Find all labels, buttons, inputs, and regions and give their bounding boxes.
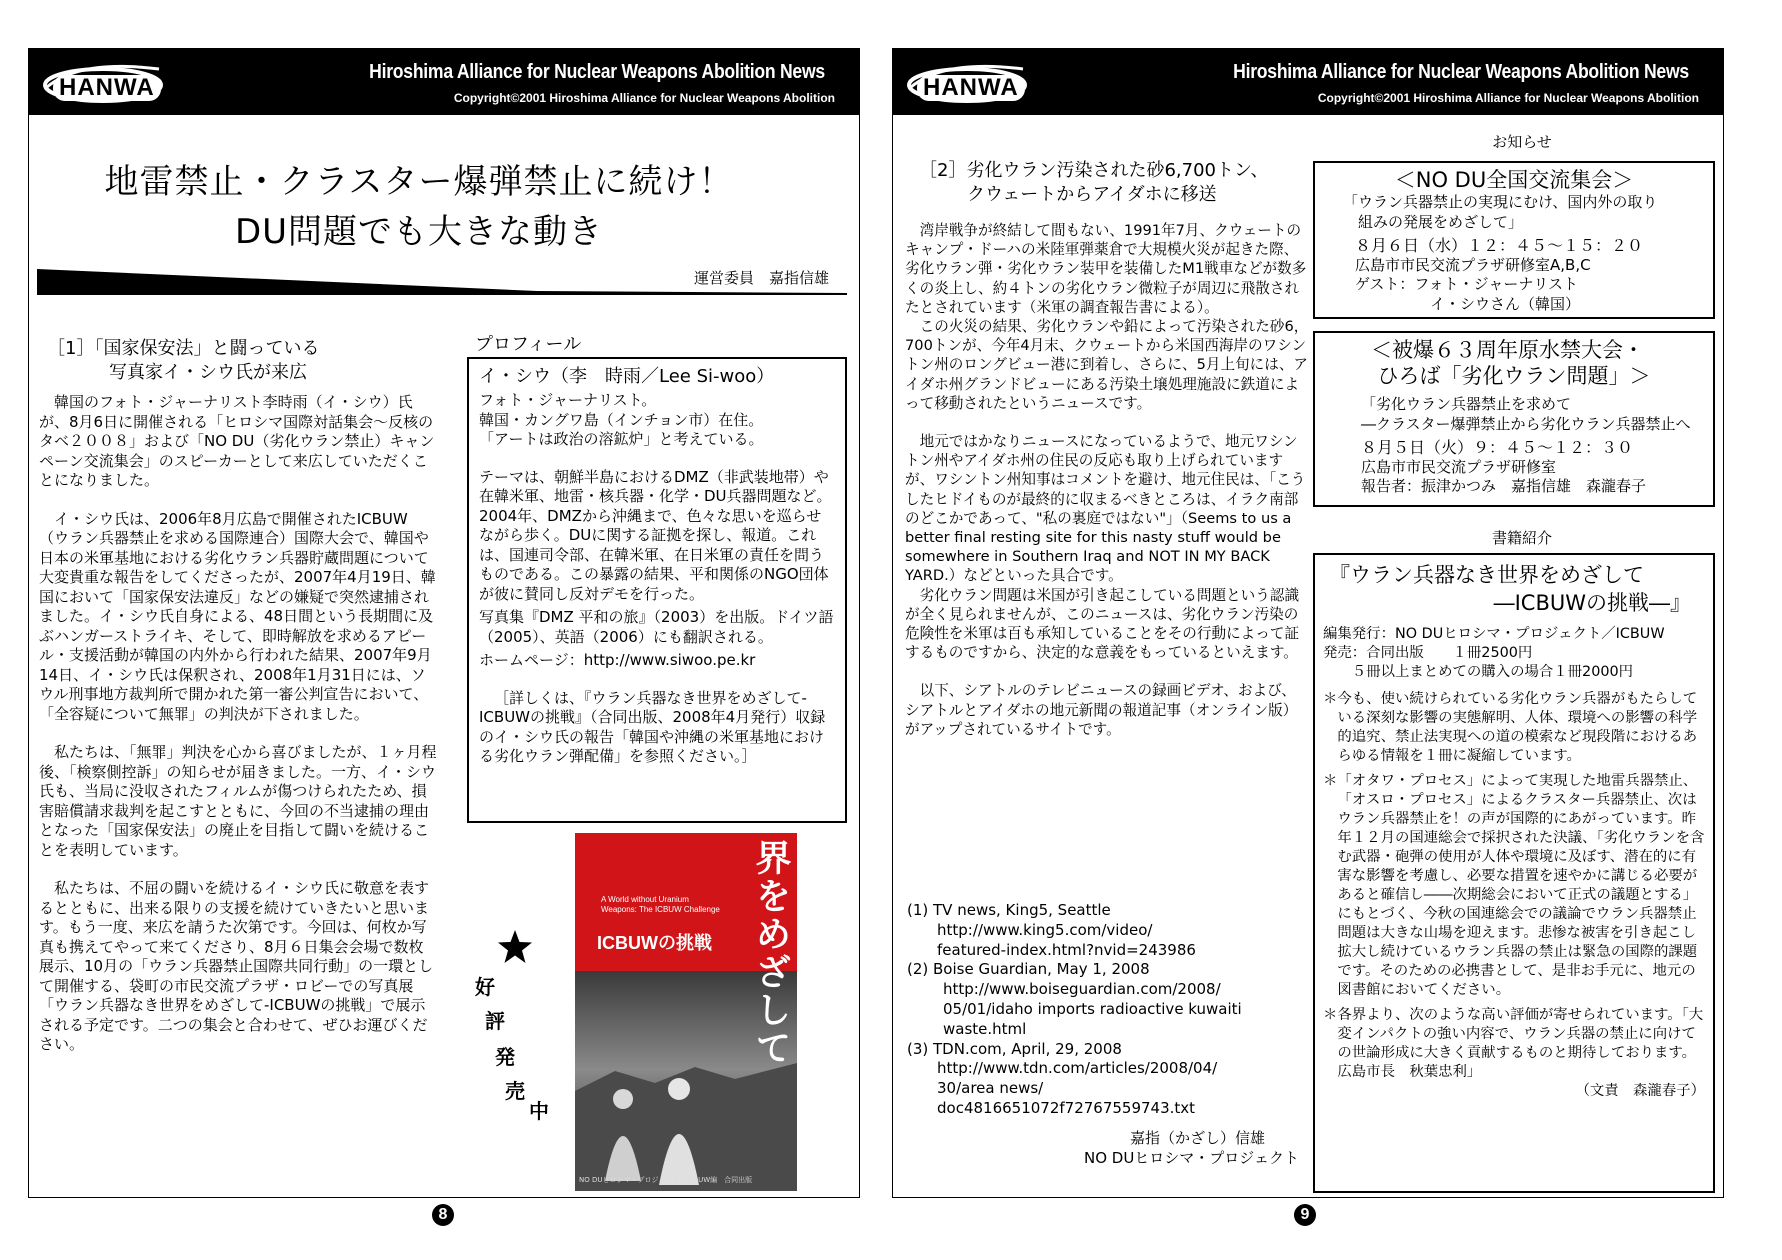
section1-heading-line-1: ［1］「国家保安法」と闘っている (47, 338, 320, 359)
profile-box (467, 357, 847, 823)
notice1-line: イ・シウさん（韓国） (1355, 294, 1581, 313)
book-title-line-2: ―ICBUWの挑戦―』 (1493, 591, 1691, 615)
signature-org: NO DUヒロシマ・プロジェクト (1083, 1148, 1299, 1167)
hanwa-logo (905, 57, 1029, 107)
promo-char: 発 (495, 1045, 515, 1069)
headline-line-2: DU問題でも大きな動き (234, 212, 604, 252)
cover-icbuw: ICBUWの挑戦 (597, 933, 712, 953)
notice1-line: 組みの発展をめざして」 (1343, 212, 1524, 231)
masthead (893, 49, 1723, 115)
book-title-line-1: 『ウラン兵器なき世界をめざして (1329, 563, 1644, 587)
book-item: ＊今も、使い続けられている劣化ウラン兵器がもたらしている深刻な影響の実態解明、人体、環境への影響の科学的追究、禁止法実現への道の模索など現段階におけるあらゆる情報を１冊に凝縮しています。 (1323, 691, 1698, 764)
profile-note: ［詳しくは、『ウラン兵器なき世界をめざして-ICBUWの挑戦』（合同出版、2008年4月発行）収録のイ・シウ氏の報告「韓国や沖縄の米軍基地における劣化ウラン弾配備」を参照ください。］ (479, 688, 826, 765)
section2-heading (919, 159, 1309, 207)
masthead-title: Hiroshima Alliance for Nuclear Weapons Abolition News (369, 61, 825, 83)
notice2-line: 広島市市民交流プラザ研修室 (1361, 457, 1557, 476)
notice2-title-line-1: ＜被爆６３周年原水禁大会・ (1371, 338, 1644, 362)
section2-heading-line-1: ［2］劣化ウラン汚染された砂6,700トン、 (919, 160, 1269, 181)
masthead-copyright: Copyright©2001 Hiroshima Alliance for Nuclear Weapons Abolition (1317, 91, 1699, 105)
promo-char: 好 (475, 975, 495, 999)
section1-paragraph: 韓国のフォト・ジャーナリスト李時雨（イ・シウ）氏が、8月6日に開催される「ヒロシマ国際対話集会〜反核のタベ２００８」および「NO DU（劣化ウラン禁止）キャンペーン交流集会」のスピーカーとして来広していただくことになりました。 (39, 393, 435, 489)
link-list (907, 901, 1307, 1119)
section2-heading-line-2: クウェートからアイダホに移送 (967, 184, 1217, 205)
notice1-title: ＜NO DU全国交流集会＞ (1394, 168, 1634, 192)
section1-heading-line-2: 写真家イ・シウ氏が来広 (109, 362, 307, 383)
profile-line: 韓国・カングワ島（インチョン市）在住。 (479, 410, 764, 429)
section2-paragraph: 湾岸戦争が終結して間もない、1991年7月、クウェートのキャンプ・ドーハの米陸軍弾薬倉で大規模火災が起きた際、劣化ウラン弾・劣化ウラン装甲を装備したM1戦車などが数多くの炎上し、約４トンの劣化ウラン微粒子が周辺に飛散されたとされています（米軍の調査報告書による）。 (905, 222, 1307, 316)
section2-paragraph: 地元ではかなりニュースになっているようで、地元ワシントン州やアイダホ州の住民の反応も取り上げられていますが、ワシントン州知事はコメントを避け、地元住民は、「こうしたヒドイものが最終的に収まるべきところは、イラク南部のどこかであって、"私の裏庭ではない"」（Seems to us a better final resting site for this nasty stuff would be somewhere in Southern Iraq and NOT IN MY BACK YARD.）などといった具合です。 (905, 433, 1306, 585)
notice2-line: 報告者：振津かつみ 嘉指信雄 森瀧春子 (1361, 477, 1647, 495)
page-8 (28, 48, 860, 1198)
promo-char: 評 (485, 1009, 505, 1033)
cover-subtitle-en: A World without Uranium Weapons: The ICBUW Challenge (601, 895, 720, 914)
cover-footer: NO DUヒロシマ・プロジェクト／ICBUW編 合同出版 (579, 1176, 753, 1184)
link-label: (2) Boise Guardian, May 1, 2008 (907, 960, 1150, 979)
book-item: ＊「オタワ・プロセス」によって実現した地雷兵器禁止、「オスロ・プロセス」によるクラスター兵器禁止、次はウラン兵器禁止を！の声が国際的にあがっています。昨年１２月の国連総会で採択された決議、「劣化ウランを含む武器・砲弾の使用が人体や環境に及ぼす、潜在的に有害な影響を考慮し、必要な措置を速やかに講じる必要があると確信し――次期総会において正式の議題とする」にもとづく、今秋の国連総会での議論でウラン兵器禁止問題は大きな山場を迎えます。悲惨な被害を引き起こし拡大し続けているウラン兵器の禁止は緊急の国際的課題です。そのための必携書として、是非お手元に、地元の図書館においてください。 (1323, 773, 1705, 998)
notice1-line: 広島市市民交流プラザ研修室A,B,C (1355, 255, 1591, 274)
signature-name: 嘉指（かざし）信雄 (1129, 1129, 1265, 1147)
headline-line-1: 地雷禁止・クラスター爆弾禁止に続け！ (104, 162, 734, 202)
signature (1084, 1129, 1299, 1168)
promo-char: 中 (529, 1099, 549, 1123)
section1-body (39, 393, 437, 1074)
profile-label: プロフィール (475, 334, 582, 355)
notice-box-1 (1313, 161, 1715, 319)
section1-paragraph: 私たちは、「無罪」判決を心から喜びましたが、１ヶ月程後、「検察側控訴」の知らせが届きました。一方、イ・シウ氏も、当局に没収されたフィルムが傷つけられたため、損害賠償請求裁判を起こすとともに、今回の不当逮捕の理由となった「国家保安法」の廃止を目指して闘いを続けることを表明しています。 (39, 743, 437, 859)
notice1-date: ８月６日（水）１２：４５〜１５：２０ (1355, 236, 1644, 255)
section1-heading (47, 337, 427, 385)
section2-paragraph: 以下、シアトルのテレビニュースの録画ビデオ、および、シアトルとアイダホの地元新聞の報道記事（オンライン版）がアップされているサイトです。 (905, 682, 1298, 738)
link-url[interactable]: http://www.king5.com/video/ (937, 920, 1153, 939)
profile-homepage: ホームページ：http://www.siwoo.pe.kr (479, 651, 756, 669)
link-url[interactable]: featured-index.html?nvid=243986 (937, 940, 1196, 959)
profile-name: イ・シウ（李 時雨／Lee Si-woo） (479, 366, 775, 387)
link-url[interactable]: http://www.tdn.com/articles/2008/04/ (937, 1059, 1218, 1078)
profile-books: 写真集『DMZ 平和の旅』（2003）を出版。ドイツ語（2005）、英語（2006）にも翻訳される。 (479, 608, 834, 646)
book-credit: （文責 森瀧春子） (1575, 1083, 1705, 1099)
section2-paragraph: 劣化ウラン問題は米国が引き起こしている問題という認識が全く見られませんが、このニュースは、劣化ウラン汚染の危険性を米軍は百も承知していることをその行動によって証するものですから、決定的な意義をもっているといえます。 (905, 586, 1300, 662)
link-label: (1) TV news, King5, Seattle (907, 901, 1111, 919)
profile-line: フォト・ジャーナリスト。 (479, 391, 657, 409)
notice1-line: 「ウラン兵器禁止の実現にむけ、国内外の取り (1343, 193, 1658, 211)
book-item: ＊各界より、次のような高い評価が寄せられています。「大変インパクトの強い内容で、ウラン兵器の禁止に向けての世論形成に大きく貢献するものと期待しております。 広島市長 秋葉忠利」 (1323, 1007, 1704, 1080)
notice2-line: ―クラスター爆弾禁止から劣化ウラン兵器禁止へ (1361, 414, 1691, 433)
cover-title: ウラン兵器なき世界をめざして (750, 839, 837, 1143)
book-box (1313, 553, 1715, 1193)
byline: 運営委員 嘉指信雄 (693, 269, 829, 287)
promo-char: 売 (505, 1079, 525, 1103)
logo-text: HANWA (53, 75, 161, 101)
masthead-copyright: Copyright©2001 Hiroshima Alliance for Nuclear Weapons Abolition (453, 91, 835, 105)
link-url[interactable]: 05/01/idaho imports radioactive kuwaiti (943, 999, 1242, 1018)
hanwa-logo (41, 57, 165, 107)
section1-paragraph: イ・シウ氏は、2006年8月広島で開催されたICBUW（ウラン兵器禁止を求める国際連合）国際大会で、韓国や日本の米軍基地における劣化ウラン兵器貯蔵問題について大変貴重な報告をしてくださったが、2007年4月19日、韓国において「国家保安法違反」などの嫌疑で突然逮捕されました。イ・シウ氏自身による、48日間という長期間に及ぶハンガーストライキ、そして、即時解放を求めるアピール・支援活動が韓国の内外から行われた結果、2007年9月14日、イ・シウ氏は保釈され、2008年1月31日には、ソウル刑事地方裁判所で開かれた第一審公判宣告において、「全容疑について無罪」の判決が下されました。 (39, 509, 436, 723)
link-url[interactable]: 30/area news/ (937, 1079, 1044, 1098)
book-price: 発売：合同出版 １冊2500円 (1323, 645, 1533, 661)
page-number-8: 8 (432, 1204, 454, 1226)
link-label: (3) TDN.com, April, 29, 2008 (907, 1039, 1122, 1058)
logo-text: HANWA (917, 75, 1025, 101)
link-url[interactable]: http://www.boiseguardian.com/2008/ (943, 980, 1221, 999)
notice1-line: ゲスト：フォト・ジャーナリスト (1355, 275, 1579, 293)
star-icon (497, 929, 533, 965)
page-number-9: 9 (1294, 1204, 1316, 1226)
masthead-title: Hiroshima Alliance for Nuclear Weapons Abolition News (1233, 61, 1689, 83)
section1-paragraph: 私たちは、不屈の闘いを続けるイ・シウ氏に敬意を表するとともに、出来る限りの支援を続けていきたいと思います。もう一度、来広を請うた次第です。今回は、何枚か写真も携えてやって来てくださり、8月６日集会会場で数枚展示、10月の「ウラン兵器禁止国際共同行動」の一環として開催する、袋町の市民交流プラザ・ロビーでの写真展「ウラン兵器なき世界をめざして-ICBUWの挑戦」で展示される予定です。二つの集会と合わせて、ぜひお運びください。 (39, 879, 434, 1053)
profile-body: テーマは、朝鮮半島におけるDMZ（非武装地帯）や在韓米軍、地雷・核兵器・化学・DU兵器問題など。2004年、DMZから沖縄まで、色々な思いを巡らせながら歩く。DUに関する証拠を探し、報道。これは、国連司令部、在韓米軍、在日米軍の責任を問うものである。この暴露の結果、平和関係のNGO団体が彼に賛同し反対デモを行った。 (479, 467, 832, 603)
section2-body (905, 221, 1309, 758)
profile-line: 「アートは政治の溶鉱炉」と考えている。 (479, 430, 764, 448)
books-label: 書籍紹介 (1491, 529, 1552, 547)
link-url[interactable]: doc4816651072f72767559743.txt (937, 1098, 1196, 1117)
notices-label: お知らせ (1492, 133, 1552, 151)
notice-box-2 (1313, 331, 1715, 507)
book-publisher: 編集発行：NO DUヒロシマ・プロジェクト／ICBUW (1323, 626, 1665, 642)
headline (89, 157, 749, 257)
section2-paragraph: この火災の結果、劣化ウランや鉛によって汚染された砂6，700トンが、今年4月末、クウェートから米国西海岸のワシントン州のロングビュー港に到着し、さらに、5月上旬には、アイダホ州グランドビューにある汚染土壌処理施設に鉄道によって移動されたというニュースです。 (905, 318, 1309, 412)
notice2-date: ８月５日（火）９：４５〜１２：３０ (1361, 438, 1634, 457)
link-url[interactable]: waste.html (943, 1019, 1027, 1038)
book-cover (575, 833, 837, 1191)
notice2-line: 「劣化ウラン兵器禁止を求めて (1361, 395, 1572, 413)
book-bulk-price: ５冊以上まとめての購入の場合１冊2000円 (1323, 664, 1634, 680)
masthead (29, 49, 859, 115)
notice2-title-line-2: ひろば「劣化ウラン問題」＞ (1377, 364, 1651, 388)
page-9 (892, 48, 1724, 1198)
